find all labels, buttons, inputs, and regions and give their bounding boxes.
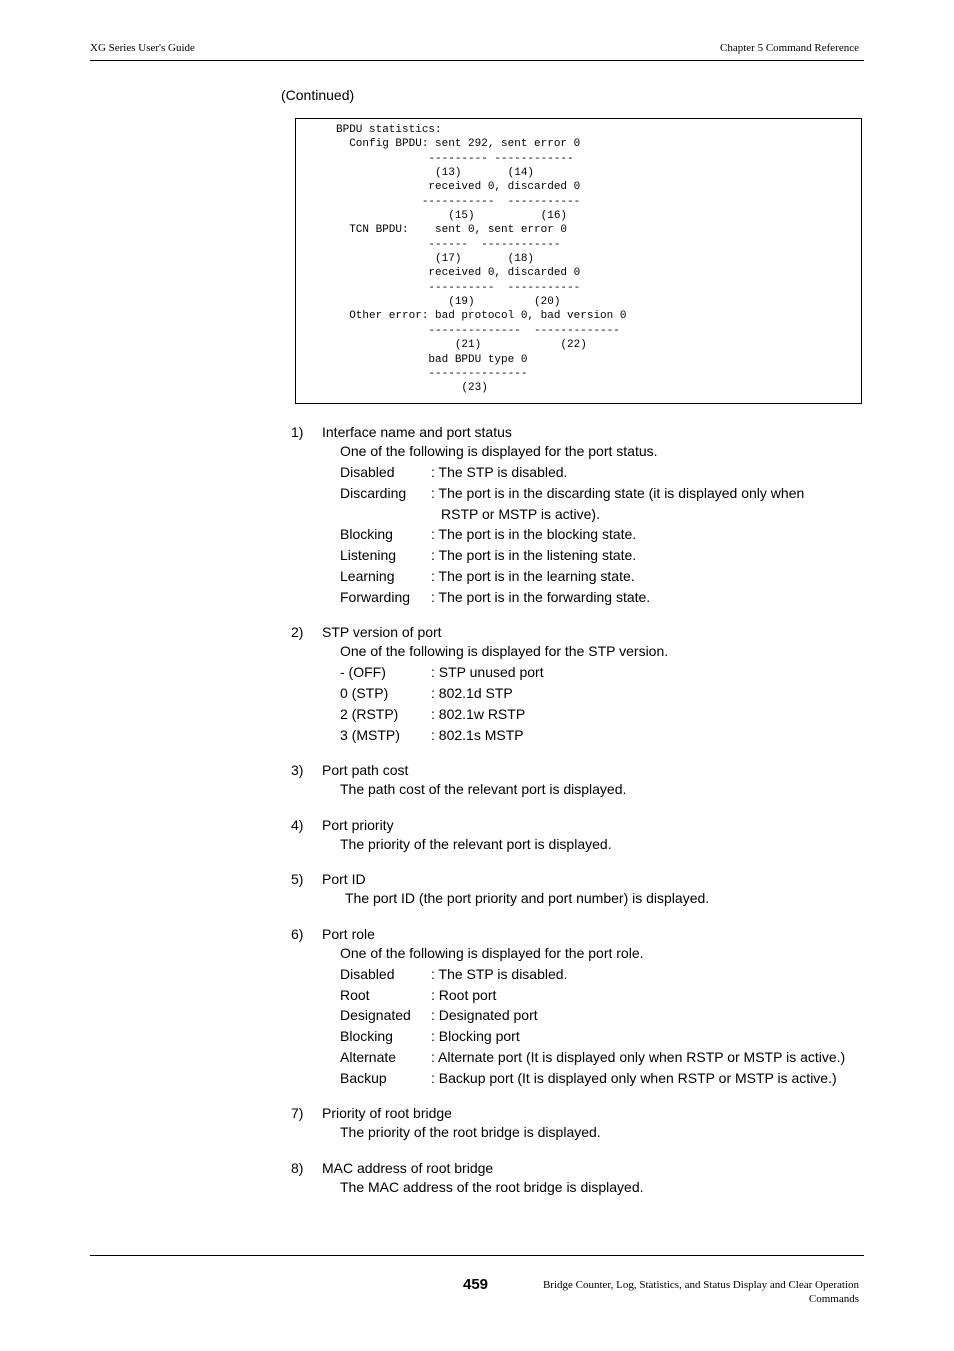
definition-term: Designated xyxy=(340,1007,411,1023)
definition-text: : Designated port xyxy=(431,1007,538,1023)
running-header-right: Chapter 5 Command Reference xyxy=(720,42,859,54)
definition-text: : Blocking port xyxy=(431,1028,520,1044)
definition-term: Alternate xyxy=(340,1049,397,1065)
item-title: MAC address of root bridge xyxy=(322,1160,494,1176)
item-description: The priority of the root bridge is displayed. xyxy=(340,1124,601,1140)
definition-term: Disabled xyxy=(340,464,395,480)
definition-term: Disabled xyxy=(340,966,395,982)
definition-text: : The port is in the discarding state (it is displayed only when xyxy=(431,485,805,501)
item-number: 1) xyxy=(291,424,304,440)
code-example-box xyxy=(295,118,862,404)
definition-term: 2 (RSTP) xyxy=(340,706,399,722)
definition-text: : STP unused port xyxy=(431,664,544,680)
definition-text: : The port is in the listening state. xyxy=(431,547,637,563)
definition-term: 3 (MSTP) xyxy=(340,727,400,743)
definition-text: : The STP is disabled. xyxy=(431,966,568,982)
item-number: 4) xyxy=(291,817,304,833)
definition-term: - (OFF) xyxy=(340,664,386,680)
definition-text: : Backup port (It is displayed only when RSTP or MSTP is active.) xyxy=(431,1070,837,1086)
item-number: 8) xyxy=(291,1160,304,1176)
definition-text: : Alternate port (It is displayed only when RSTP or MSTP is active.) xyxy=(431,1049,846,1065)
definition-text: : The port is in the learning state. xyxy=(431,568,635,584)
item-description: The priority of the relevant port is displayed. xyxy=(340,836,612,852)
item-number: 2) xyxy=(291,624,304,640)
header-rule xyxy=(90,60,864,61)
definition-text: : 802.1d STP xyxy=(431,685,513,701)
code-listing: BPDU statistics: Config BPDU: sent 292, sent error 0 --------- ------------ (13) (14) received 0, discarded 0 ----------- ----------- (15) (16) TCN BPDU: sent 0, sent error 0 ------ ------------ (17) (18) received 0, discarded 0 ---------- ----------- (19) (20) Other error: bad protocol 0, bad version 0 -------------- ------------- (21) (22) bad BPDU type 0 --------------- (23) xyxy=(336,124,627,395)
definition-term: Blocking xyxy=(340,1028,393,1044)
definition-term: Blocking xyxy=(340,526,393,542)
continued-label: (Continued) xyxy=(281,87,355,103)
definition-term: Learning xyxy=(340,568,395,584)
definition-term: Root xyxy=(340,987,370,1003)
item-title: Priority of root bridge xyxy=(322,1105,452,1121)
item-title: Port path cost xyxy=(322,762,409,778)
item-description: One of the following is displayed for the port status. xyxy=(340,443,658,459)
definition-term: 0 (STP) xyxy=(340,685,389,701)
definition-text: : 802.1s MSTP xyxy=(431,727,524,743)
footer-rule xyxy=(90,1255,864,1256)
item-description: The MAC address of the root bridge is displayed. xyxy=(340,1179,644,1195)
item-title: STP version of port xyxy=(322,624,442,640)
definition-term: Listening xyxy=(340,547,397,563)
footer-line-2: Commands xyxy=(808,1293,859,1305)
item-description: The port ID (the port priority and port number) is displayed. xyxy=(345,890,710,906)
item-number: 3) xyxy=(291,762,304,778)
definition-text: : 802.1w RSTP xyxy=(431,706,526,722)
item-number: 5) xyxy=(291,871,304,887)
item-description: One of the following is displayed for the port role. xyxy=(340,945,644,961)
footer-line-1: Bridge Counter, Log, Statistics, and Status Display and Clear Operation xyxy=(542,1279,859,1291)
item-description: The path cost of the relevant port is displayed. xyxy=(340,781,627,797)
definition-text-continued: RSTP or MSTP is active). xyxy=(441,506,600,522)
definition-text: : The STP is disabled. xyxy=(431,464,568,480)
item-number: 7) xyxy=(291,1105,304,1121)
definition-text: : Root port xyxy=(431,987,497,1003)
item-description: One of the following is displayed for the STP version. xyxy=(340,643,669,659)
item-title: Port priority xyxy=(322,817,394,833)
running-header-left: XG Series User's Guide xyxy=(90,42,195,54)
item-title: Interface name and port status xyxy=(322,424,512,440)
definition-term: Forwarding xyxy=(340,589,411,605)
definition-term: Backup xyxy=(340,1070,387,1086)
definition-text: : The port is in the blocking state. xyxy=(431,526,637,542)
page-number: 459 xyxy=(463,1276,489,1293)
footer-section-title xyxy=(543,1278,859,1306)
item-title: Port ID xyxy=(322,871,366,887)
definition-text: : The port is in the forwarding state. xyxy=(431,589,651,605)
definition-term: Discarding xyxy=(340,485,407,501)
item-number: 6) xyxy=(291,926,304,942)
item-title: Port role xyxy=(322,926,375,942)
